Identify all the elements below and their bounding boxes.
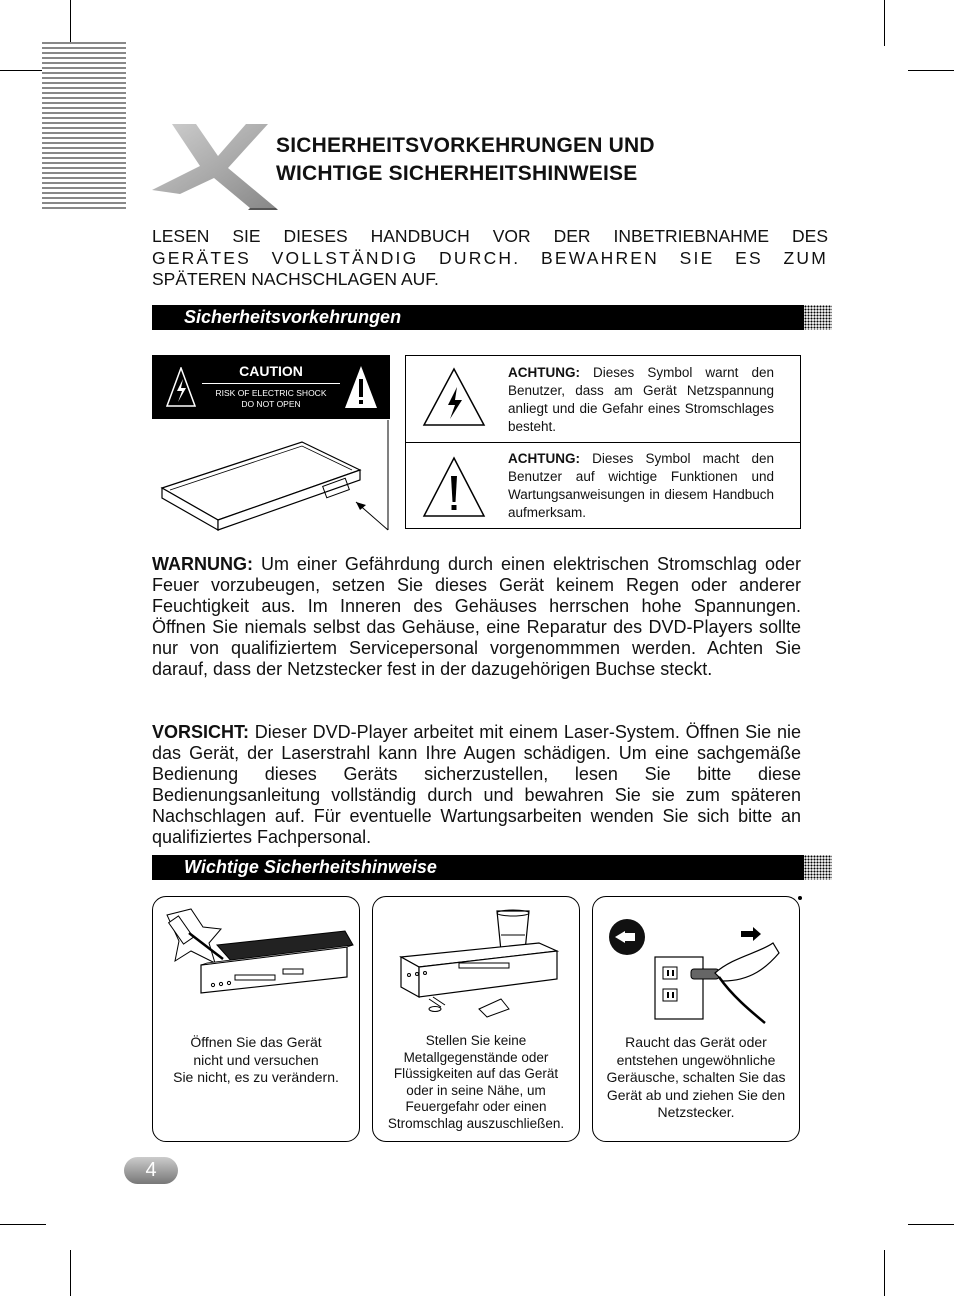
crop-mark bbox=[908, 70, 954, 71]
symbol-row: ACHTUNG: Dieses Symbol macht den Benutzer auf wichtige Funktionen und Wartungsanweisungen in diesem Handbuch aufmerksam. bbox=[406, 442, 800, 528]
safety-card-unplug bbox=[592, 896, 800, 1142]
section-header-safety-notes: Wichtige Sicherheitshinweise bbox=[152, 855, 804, 880]
lightning-warning-icon bbox=[422, 367, 486, 427]
caution-label: CAUTION RISK OF ELECTRIC SHOCK DO NOT OPEN bbox=[152, 355, 390, 419]
decorative-stripes bbox=[42, 42, 126, 210]
screwdriver-device-illustration bbox=[161, 907, 357, 1007]
page-title: SICHERHEITSVORKEHRUNGEN UND WICHTIGE SICHERHEITSHINWEISE bbox=[276, 134, 655, 185]
card-caption: Raucht das Gerät oder entstehen ungewöhnliche Geräusche, schalten Sie das Gerät ab und ziehen Sie den Netzstecker. bbox=[606, 1034, 786, 1120]
exclamation-warning-icon bbox=[422, 456, 486, 518]
crop-mark bbox=[908, 1224, 954, 1225]
unplug-illustration bbox=[603, 917, 793, 1027]
dot-pattern bbox=[804, 855, 832, 880]
crop-mark bbox=[0, 70, 46, 71]
dot-pattern bbox=[804, 305, 832, 330]
divider bbox=[202, 383, 340, 384]
crop-mark bbox=[884, 0, 885, 46]
safety-card-do-not-open bbox=[152, 896, 360, 1142]
symbol-row: ACHTUNG: Dieses Symbol warnt den Benutzer, dass am Gerät Netzspannung anliegt und die Gefahr eines Stromschlages besteht. bbox=[406, 356, 800, 443]
caution-paragraph: VORSICHT: Dieser DVD-Player arbeitet mit einem Laser-System. Öffnen Sie nie das Gerät, der Laserstrahl kann Ihre Augen schädigen. Um eine sachgemäße Bedienung dieses Geräts sicherzustellen, lesen Sie bitte diese Bedienungsanleitung vollständig durch und bewahren Sie sie zum späteren Nachschlagen auf. Für eventuelle Wartungsarbeiten wenden Sie sich bitte an qualifiziertes Fachpersonal. bbox=[152, 722, 801, 847]
dvd-player-illustration bbox=[152, 420, 394, 540]
safety-card-no-liquids bbox=[372, 896, 580, 1142]
crop-mark bbox=[884, 1250, 885, 1296]
crop-mark bbox=[70, 0, 71, 46]
dot bbox=[798, 896, 802, 900]
crop-mark bbox=[70, 1250, 71, 1296]
warning-symbols-table bbox=[405, 355, 801, 529]
card-caption: Öffnen Sie das Gerät nicht und versuchen Sie nicht, es zu verändern. bbox=[173, 1034, 339, 1085]
card-caption: Stellen Sie keine Metallgegenstände oder Flüssigkeiten auf das Gerät oder in seine Nähe, um Feuergefahr oder einen Stromschlag auszuschließen. bbox=[387, 1033, 565, 1131]
section-header-precautions: Sicherheitsvorkehrungen bbox=[152, 305, 804, 330]
brand-x-logo bbox=[150, 122, 280, 212]
glass-on-device-illustration bbox=[389, 905, 569, 1023]
intro-text: LESEN SIE DIESES HANDBUCH VOR DER INBETRIEBNAHME DES GERÄTES VOLLSTÄNDIG DURCH. BEWAHREN SIE ES ZUM SPÄTEREN NACHSCHLAGEN AUF. bbox=[152, 226, 828, 289]
warning-paragraph: WARNUNG: Um einer Gefährdung durch einen elektrischen Stromschlag oder Feuer vorzubeugen, setzen Sie dieses Gerät keinem Regen oder anderer Feuchtigkeit aus. Im Inneren des Gehäuses herrschen hohe Spannungen. Öffnen Sie niemals selbst das Gehäuse, eine Reparatur des DVD-Players sollte nur von qualifiziertem Servicepersonal vorgenommmen werden. Achten Sie darauf, dass der Netzstecker fest in der dazugehörigen Buchse steckt. bbox=[152, 554, 801, 679]
page-number: 4 bbox=[124, 1157, 178, 1184]
crop-mark bbox=[0, 1224, 46, 1225]
